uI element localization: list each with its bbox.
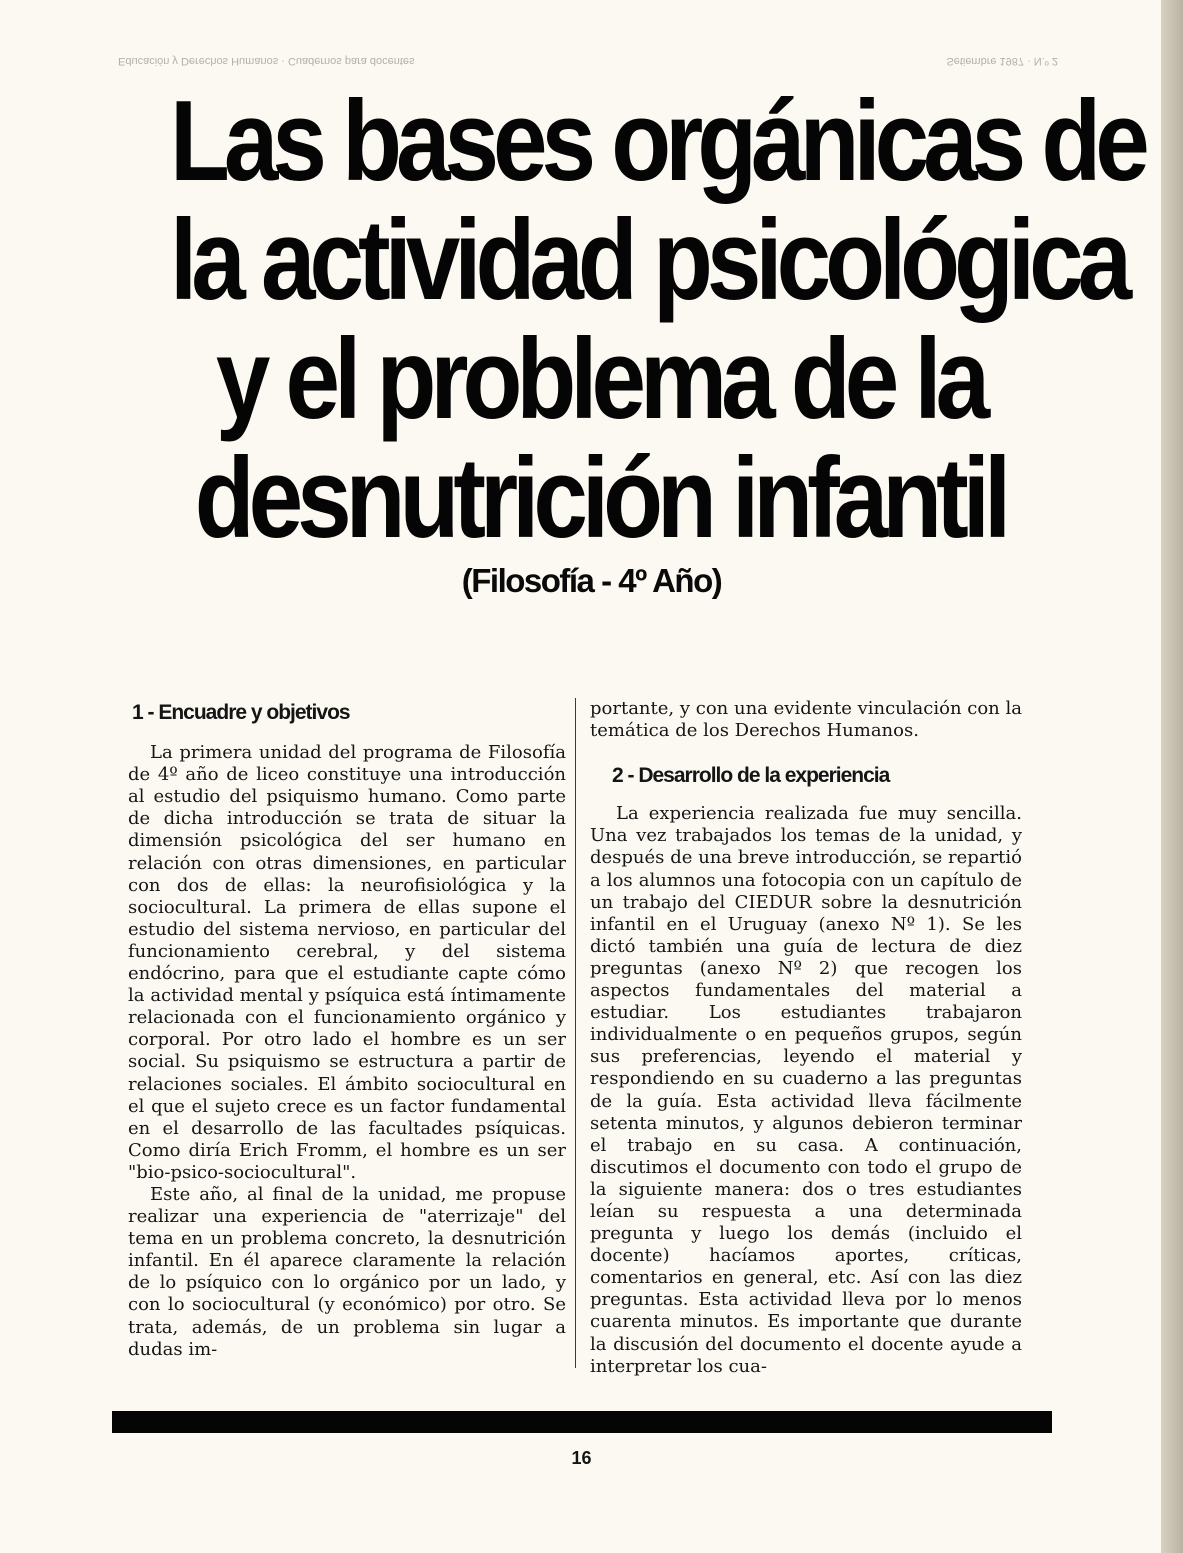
title-line-4: desnutrición infantil: [194, 435, 1006, 562]
section-1-heading: 1 - Encuadre y objetivos: [132, 701, 350, 724]
section-1-paragraph-2-continued: portante, y con una evidente vinculación con la temática de los Derechos Humanos.: [590, 698, 1022, 742]
running-header: [118, 50, 1058, 72]
footer-bar: [112, 1411, 1052, 1433]
title-line-1: Las bases orgánicas de: [170, 78, 1144, 205]
running-header-left: Educación y Derechos Humanos · Cuadernos para docentes: [118, 55, 415, 67]
page-number: 16: [571, 1448, 592, 1468]
section-2-paragraph-1: La experiencia realizada fue muy sencilla. Una vez trabajados los temas de la unidad, y después de una breve introducción, se repartió a los alumnos una fotocopia con un capítulo de un trabajo del CIEDUR sobre la desnutrición infantil en el Uruguay (anexo Nº 1). Se les dictó también una guía de lectura de diez preguntas (anexo Nº 2) que recogen los aspectos fundamentales del material a estudiar. Los estudiantes trabajaron individualmente o en pequeños grupos, según sus preferencias, leyendo el material y respondiendo en su cuaderno a las preguntas de la guía. Esta actividad lleva fácilmente setenta minutos, y algunos debieron terminar el trabajo en su casa. A continuación, discutimos el documento con todo el grupo de la siguiente manera: dos o tres estudiantes leían su respuesta a una determinada pregunta y luego los demás (incluido el docente) hacíamos aportes, críticas, comentarios en general, etc. Así con las diez preguntas. Esta actividad lleva por lo menos cuarenta minutos. Es importante que durante la discusión del documento el docente ayude a interpretar los cua-: [590, 803, 1022, 1377]
running-header-right: Setiembre 1987 · N.º 2: [946, 55, 1058, 67]
title-line-3: y el problema de la: [215, 316, 985, 443]
page-edge: [1161, 0, 1183, 1553]
section-1-paragraph-2: Este año, al final de la unidad, me propuse realizar una experiencia de "aterrizaje" del tema en un problema concreto, la desnutrición infantil. En él aparece claramente la relación de lo psíquico con lo orgánico por un lado, y con lo sociocultural (y económico) por otro. Se trata, además, de un problema sin lugar a dudas im-: [128, 1183, 566, 1360]
article-title: [100, 78, 1144, 562]
left-column: [128, 698, 566, 1361]
title-line-2: la actividad psicológica: [170, 197, 1127, 324]
article-subtitle: (Filosofía - 4º Año): [461, 562, 722, 599]
section-2-heading: 2 - Desarrollo de la experiencia: [612, 764, 890, 788]
right-column: [590, 698, 1022, 1378]
column-divider: [575, 698, 576, 1368]
section-1-paragraph-1: La primera unidad del programa de Filosofía de 4º año de liceo constituye una introducción al estudio del psiquismo humano. Como parte de dicha introducción se trata de situar la dimensión psicológica del ser humano en relación con otras dimensiones, en particular con dos de ellas: la neurofisiológica y la sociocultural. La primera de ellas supone el estudio del sistema nervioso, en particular del funcionamiento cerebral, y del sistema endócrino, para que el estudiante capte cómo la actividad mental y psíquica está íntimamente relacionada con el funcionamiento orgánico y corporal. Por otro lado el hombre es un ser social. Su psiquismo se estructura a partir de relaciones sociales. El ámbito sociocultural en el que el sujeto crece es un factor fundamental en el desarrollo de las facultades psíquicas. Como diría Erich Fromm, el hombre es un ser "bio-psico-sociocultural".: [128, 742, 566, 1183]
